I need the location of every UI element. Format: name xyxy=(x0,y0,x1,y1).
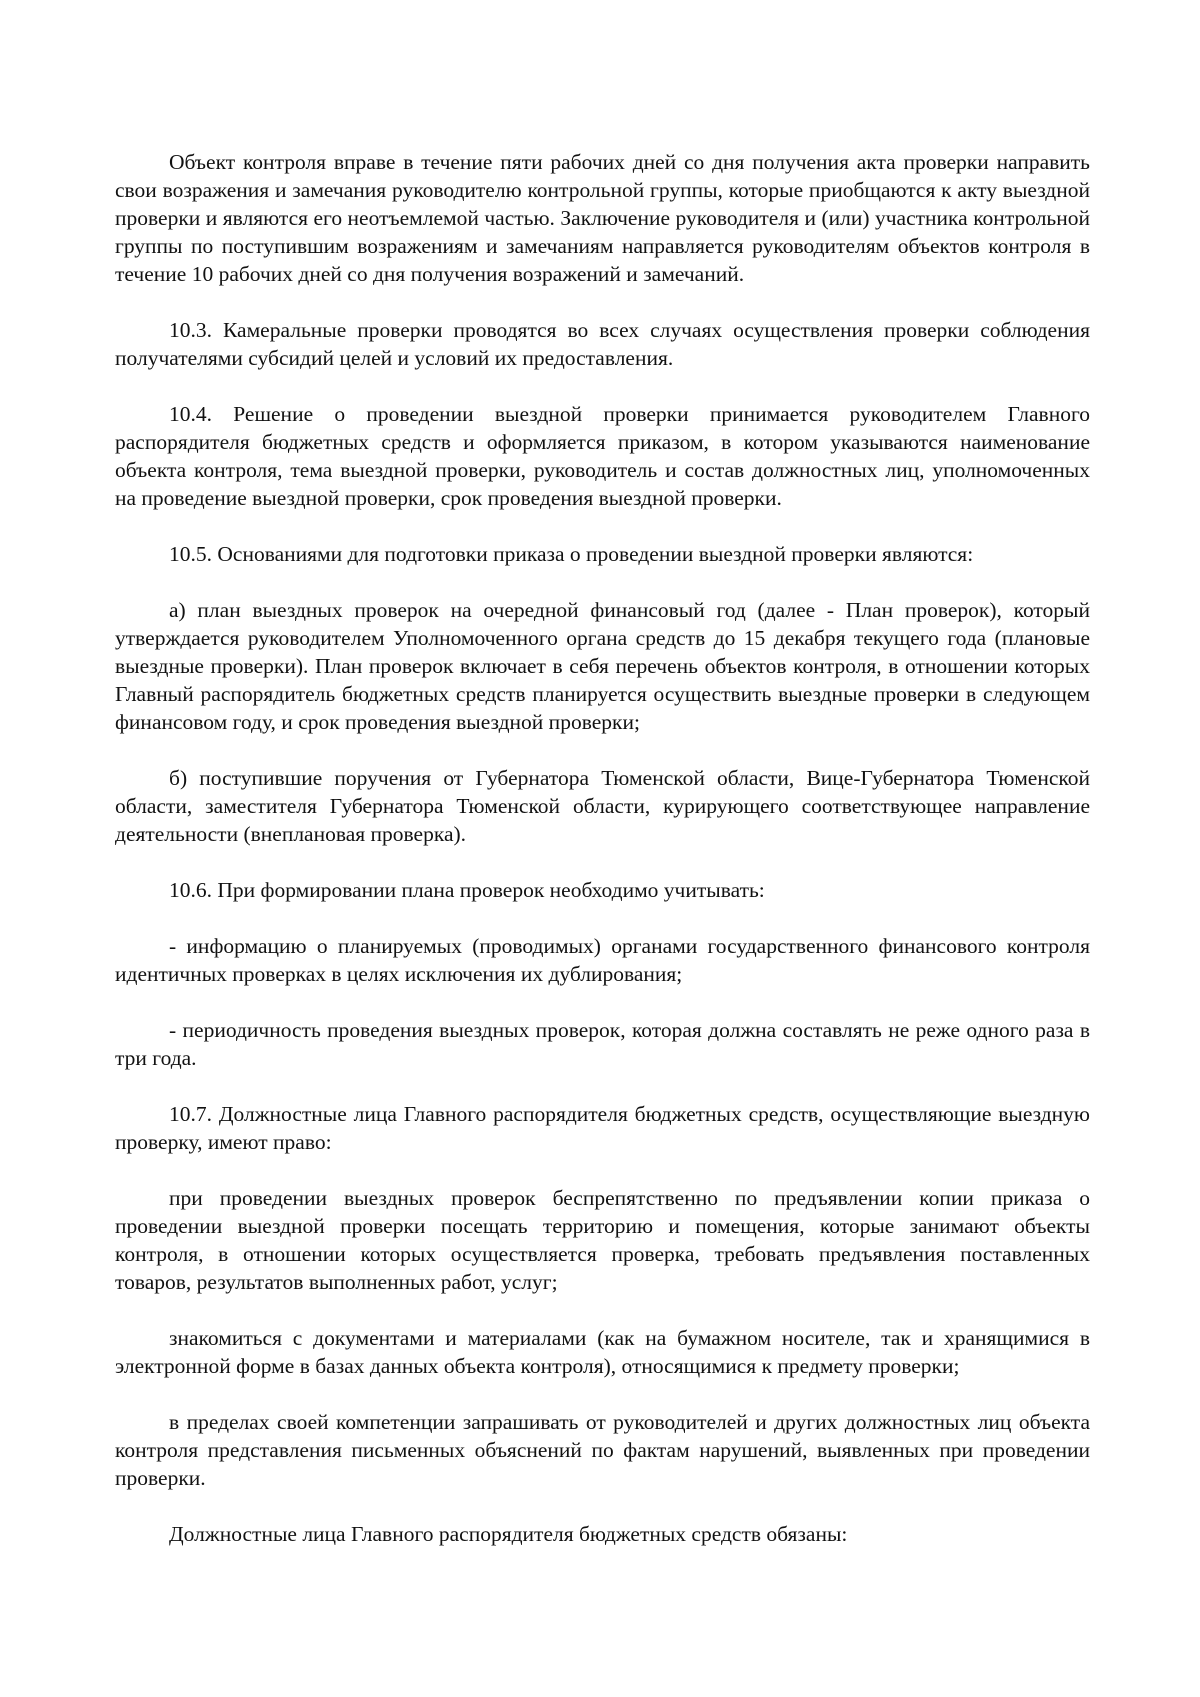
paragraph-10-6-item-1: - информацию о планируемых (проводимых) органами государственного финансового контроля идентичных проверках в целях исключения их дублирования; xyxy=(115,934,1090,986)
paragraph-10-4: 10.4. Решение о проведении выездной проверки принимается руководителем Главного распорядителя бюджетных средств и оформляется приказом, в котором указываются наименование объекта контроля, тема выездной проверки, руководитель и состав должностных лиц, уполномоченных на проведение выездной проверки, срок проведения выездной проверки. xyxy=(115,402,1090,510)
paragraph-10-6: 10.6. При формировании плана проверок необходимо учитывать: xyxy=(169,878,765,902)
paragraph-10-5-b: б) поступившие поручения от Губернатора Тюменской области, Вице-Губернатора Тюменской области, заместителя Губернатора Тюменской области, курирующего соответствующее направление деятельности (внеплановая проверка). xyxy=(115,766,1090,846)
paragraph-objection-rights: Объект контроля вправе в течение пяти рабочих дней со дня получения акта проверки направить свои возражения и замечания руководителю контрольной группы, которые приобщаются к акту выездной проверки и являются его неотъемлемой частью. Заключение руководителя и (или) участника контрольной группы по поступившим возражениям и замечаниям направляется руководителям объектов контроля в течение 10 рабочих дней со дня получения возражений и замечаний. xyxy=(115,150,1090,286)
paragraph-10-3: 10.3. Камеральные проверки проводятся во всех случаях осуществления проверки соблюдения получателями субсидий целей и условий их предоставления. xyxy=(115,318,1090,370)
paragraph-10-7: 10.7. Должностные лица Главного распорядителя бюджетных средств, осуществляющие выездную проверку, имеют право: xyxy=(115,1102,1090,1154)
paragraph-10-5-a: а) план выездных проверок на очередной финансовый год (далее - План проверок), который утверждается руководителем Уполномоченного органа средств до 15 декабря текущего года (плановые выездные проверки). План проверок включает в себя перечень объектов контроля, в отношении которых Главный распорядитель бюджетных средств планируется осуществить выездные проверки в следующем финансовом году, и срок проведения выездной проверки; xyxy=(115,598,1090,734)
paragraph-10-6-item-2: - периодичность проведения выездных проверок, которая должна составлять не реже одного раза в три года. xyxy=(115,1018,1090,1070)
paragraph-10-5: 10.5. Основаниями для подготовки приказа о проведении выездной проверки являются: xyxy=(169,542,974,566)
paragraph-officials-obliged: Должностные лица Главного распорядителя бюджетных средств обязаны: xyxy=(169,1522,848,1546)
paragraph-10-7-right-2: знакомиться с документами и материалами (как на бумажном носителе, так и хранящимися в электронной форме в базах данных объекта контроля), относящимися к предмету проверки; xyxy=(115,1326,1090,1378)
paragraph-10-7-right-1: при проведении выездных проверок беспрепятственно по предъявлении копии приказа о проведении выездной проверки посещать территорию и помещения, которые занимают объекты контроля, в отношении которых осуществляется проверка, требовать предъявления поставленных товаров, результатов выполненных работ, услуг; xyxy=(115,1186,1090,1294)
document-page xyxy=(115,148,1090,1576)
paragraph-10-7-right-3: в пределах своей компетенции запрашивать от руководителей и других должностных лиц объекта контроля представления письменных объяснений по фактам нарушений, выявленных при проведении проверки. xyxy=(115,1410,1090,1490)
